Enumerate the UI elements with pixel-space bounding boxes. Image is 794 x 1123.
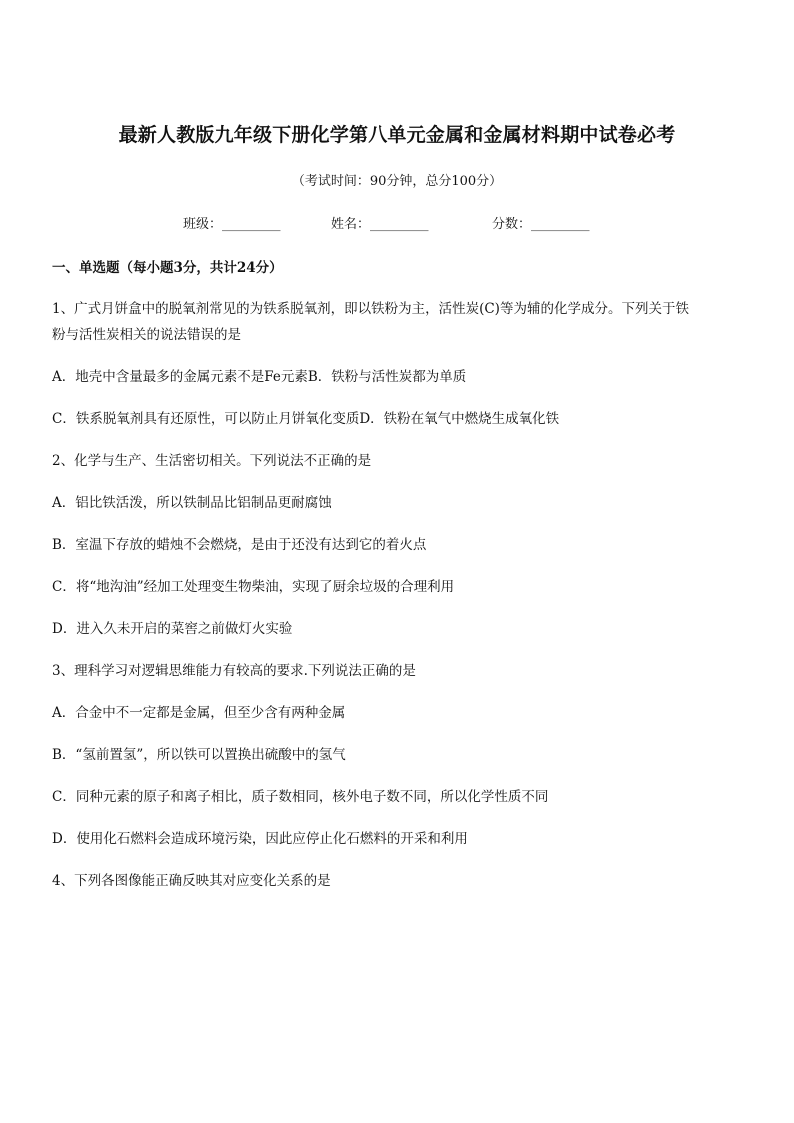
question-2-option-d: D．进入久未开启的菜窖之前做灯火实验 [52,621,293,637]
name-field: 姓名：_________ [331,217,429,232]
question-1-options-ab: A．地壳中含量最多的金属元素不是Fe元素B．铁粉与活性炭都为单质 [52,369,467,385]
question-2-option-a: A．铝比铁活泼，所以铁制品比铝制品更耐腐蚀 [52,495,332,511]
question-3-stem: 3、理科学习对逻辑思维能力有较高的要求.下列说法正确的是 [52,663,416,679]
student-info-row [0,214,794,236]
page-title: 最新人教版九年级下册化学第八单元金属和金属材料期中试卷必考 [118,124,676,146]
exam-time-note: （考试时间：90分钟，总分100分） [291,174,503,189]
question-4-stem: 4、下列各图像能正确反映其对应变化关系的是 [52,873,331,889]
question-1-options-cd: C．铁系脱氧剂具有还原性，可以防止月饼氧化变质D．铁粉在氧气中燃烧生成氧化铁 [52,411,560,427]
section-heading: 一、单选题（每小题3分，共计24分） [52,260,283,276]
question-2-stem: 2、化学与生产、生活密切相关。下列说法不正确的是 [52,453,372,469]
question-3-option-d: D．使用化石燃料会造成环境污染，因此应停止化石燃料的开采和利用 [52,831,468,847]
question-2-option-c: C．将“地沟油”经加工处理变生物柴油，实现了厨余垃圾的合理利用 [52,579,455,595]
class-field: 班级：_________ [183,217,281,232]
question-3-option-a: A．合金中不一定都是金属，但至少含有两种金属 [52,705,346,721]
score-field: 分数：_________ [492,217,590,232]
question-1-stem-line-2: 粉与活性炭相关的说法错误的是 [52,327,241,343]
question-3-option-b: B．“氢前置氢”，所以铁可以置换出硫酸中的氢气 [52,747,346,763]
question-2-option-b: B．室温下存放的蜡烛不会燃烧，是由于还没有达到它的着火点 [52,537,427,553]
question-1-stem-line-1: 1、广式月饼盒中的脱氧剂常见的为铁系脱氧剂，即以铁粉为主，活性炭(C)等为辅的化学成分。下列关于铁 [52,301,689,317]
question-3-option-c: C．同种元素的原子和离子相比，质子数相同，核外电子数不同，所以化学性质不同 [52,789,549,805]
